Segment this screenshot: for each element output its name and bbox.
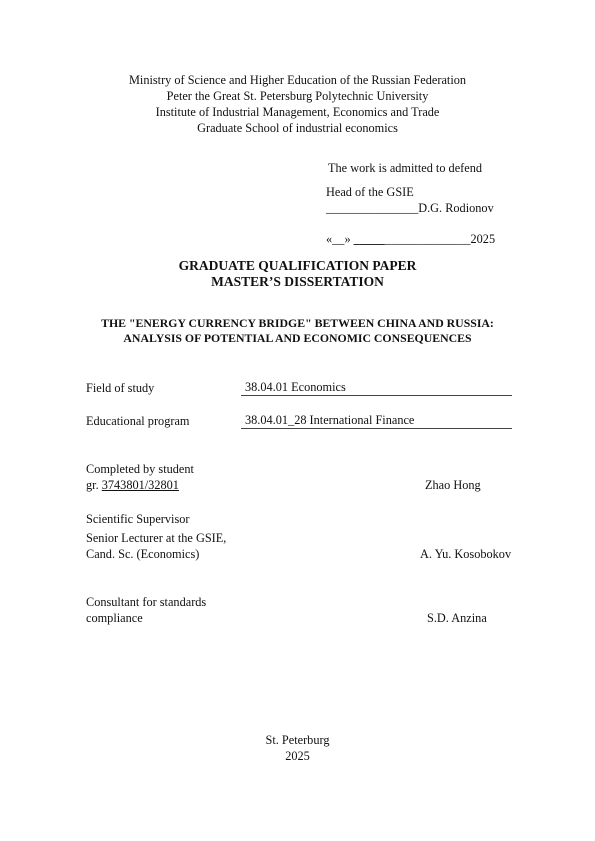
year: 2025 [285,749,310,763]
field-of-study-value: 38.04.01 Economics [241,380,512,396]
date-blank: _____ [353,232,385,246]
educational-program-value: 38.04.01_28 International Finance [241,413,512,429]
ministry-line: Ministry of Science and Higher Education of the Russian Federation [128,73,467,87]
thesis-title-line1: THE "ENERGY CURRENCY BRIDGE" BETWEEN CHINA AND RUSSIA: [101,316,494,330]
school-line: Graduate School of industrial economics [197,121,398,135]
group-number: 3743801/32801 [101,478,179,492]
consultant-name: S.D. Anzina [427,611,487,625]
supervisor-degree: Cand. Sc. (Economics) [86,547,200,561]
city: St. Peterburg [265,733,330,747]
supervisor-label: Scientific Supervisor [86,512,190,526]
dissertation-type: MASTER’S DISSERTATION [211,274,384,289]
consultant-label: Consultant for standards [86,595,207,609]
paper-type: GRADUATE QUALIFICATION PAPER [178,258,417,273]
student-label: Completed by student [86,462,194,476]
group-prefix: gr. [86,478,102,492]
student-name: Zhao Hong [425,478,481,492]
university-line: Peter the Great St. Petersburg Polytechnic University [166,89,429,103]
supervisor-position: Senior Lecturer at the GSIE, [86,531,227,545]
educational-program-label: Educational program [86,414,190,428]
date-day: «__» [326,232,354,246]
institute-line: Institute of Industrial Management, Economics and Trade [155,105,440,119]
approval-date-line [326,232,495,247]
admitted-to-defend: The work is admitted to defend [328,161,483,175]
field-of-study-label: Field of study [86,381,155,395]
consultant-label-compliance: compliance [86,611,143,625]
head-of-gsie: Head of the GSIE [326,185,414,199]
head-signature-line: _______________D.G. Rodionov [326,201,494,215]
date-month-year: ______________2025 [384,232,496,246]
thesis-title-line2: ANALYSIS OF POTENTIAL AND ECONOMIC CONSEQUENCES [123,331,472,345]
supervisor-name: A. Yu. Kosobokov [420,547,512,561]
student-group [86,478,179,493]
